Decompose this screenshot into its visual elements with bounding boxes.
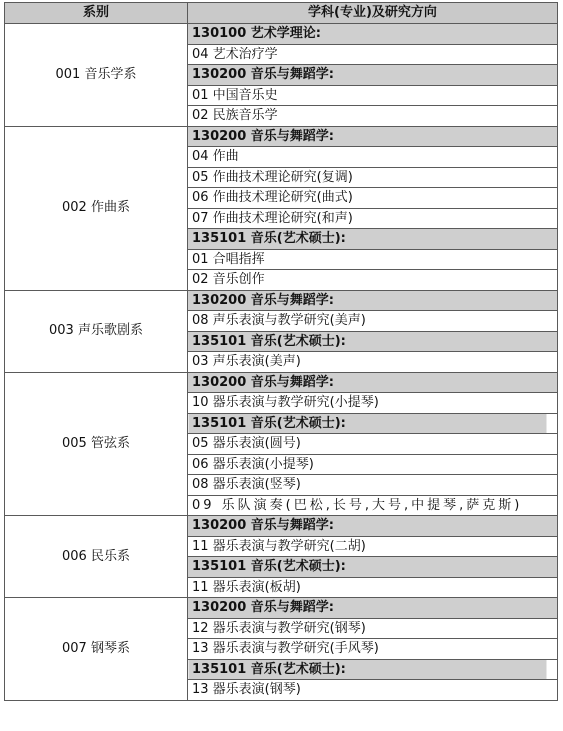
- department-name: 005 管弦系: [5, 372, 188, 516]
- research-direction: 01 中国音乐史: [188, 85, 558, 106]
- table-body: [5, 24, 558, 701]
- subject-heading: 130200 音乐与舞蹈学:: [188, 65, 558, 86]
- subject-heading: 130200 音乐与舞蹈学:: [188, 372, 558, 393]
- research-direction: 01 合唱指挥: [188, 249, 558, 270]
- subject-heading: 135101 音乐(艺术硕士):: [188, 331, 558, 352]
- research-direction: 07 作曲技术理论研究(和声): [188, 208, 558, 229]
- header-subject: 学科(专业)及研究方向: [188, 3, 558, 24]
- table-row: [5, 126, 558, 147]
- subject-heading: 130200 音乐与舞蹈学:: [188, 290, 558, 311]
- research-direction: 06 作曲技术理论研究(曲式): [188, 188, 558, 209]
- table-row: [5, 290, 558, 311]
- department-name: 007 钢琴系: [5, 598, 188, 701]
- subject-heading: 135101 音乐(艺术硕士):: [188, 229, 558, 250]
- subject-heading: 130200 音乐与舞蹈学:: [188, 598, 558, 619]
- research-direction: 10 器乐表演与教学研究(小提琴): [188, 393, 558, 414]
- research-direction: 03 声乐表演(美声): [188, 352, 558, 373]
- research-direction: 08 声乐表演与教学研究(美声): [188, 311, 558, 332]
- research-direction: 12 器乐表演与教学研究(钢琴): [188, 618, 558, 639]
- department-name: 003 声乐歌剧系: [5, 290, 188, 372]
- research-direction: 02 音乐创作: [188, 270, 558, 291]
- department-name: 001 音乐学系: [5, 24, 188, 127]
- department-name: 006 民乐系: [5, 516, 188, 598]
- research-direction: 11 器乐表演与教学研究(二胡): [188, 536, 558, 557]
- research-direction: 06 器乐表演(小提琴): [188, 454, 558, 475]
- research-direction: 04 作曲: [188, 147, 558, 168]
- subject-heading: 130200 音乐与舞蹈学:: [188, 516, 558, 537]
- program-table: [4, 2, 558, 701]
- research-direction: 09 乐队演奏(巴松,长号,大号,中提琴,萨克斯): [188, 495, 558, 516]
- research-direction: 02 民族音乐学: [188, 106, 558, 127]
- research-direction: 05 器乐表演(圆号): [188, 434, 558, 455]
- table-row: [5, 372, 558, 393]
- header-dept: 系别: [5, 3, 188, 24]
- subject-heading: 130200 音乐与舞蹈学:: [188, 126, 558, 147]
- research-direction: 05 作曲技术理论研究(复调): [188, 167, 558, 188]
- subject-heading: 135101 音乐(艺术硕士):: [188, 413, 558, 434]
- header-row: [5, 3, 558, 24]
- table-row: [5, 598, 558, 619]
- research-direction: 11 器乐表演(板胡): [188, 577, 558, 598]
- research-direction: 04 艺术治疗学: [188, 44, 558, 65]
- subject-heading: 135101 音乐(艺术硕士):: [188, 557, 558, 578]
- research-direction: 13 器乐表演与教学研究(手风琴): [188, 639, 558, 660]
- subject-heading: 130100 艺术学理论:: [188, 24, 558, 45]
- research-direction: 08 器乐表演(竖琴): [188, 475, 558, 496]
- subject-heading: 135101 音乐(艺术硕士):: [188, 659, 558, 680]
- table-row: [5, 516, 558, 537]
- research-direction: 13 器乐表演(钢琴): [188, 680, 558, 701]
- department-name: 002 作曲系: [5, 126, 188, 290]
- table-row: [5, 24, 558, 45]
